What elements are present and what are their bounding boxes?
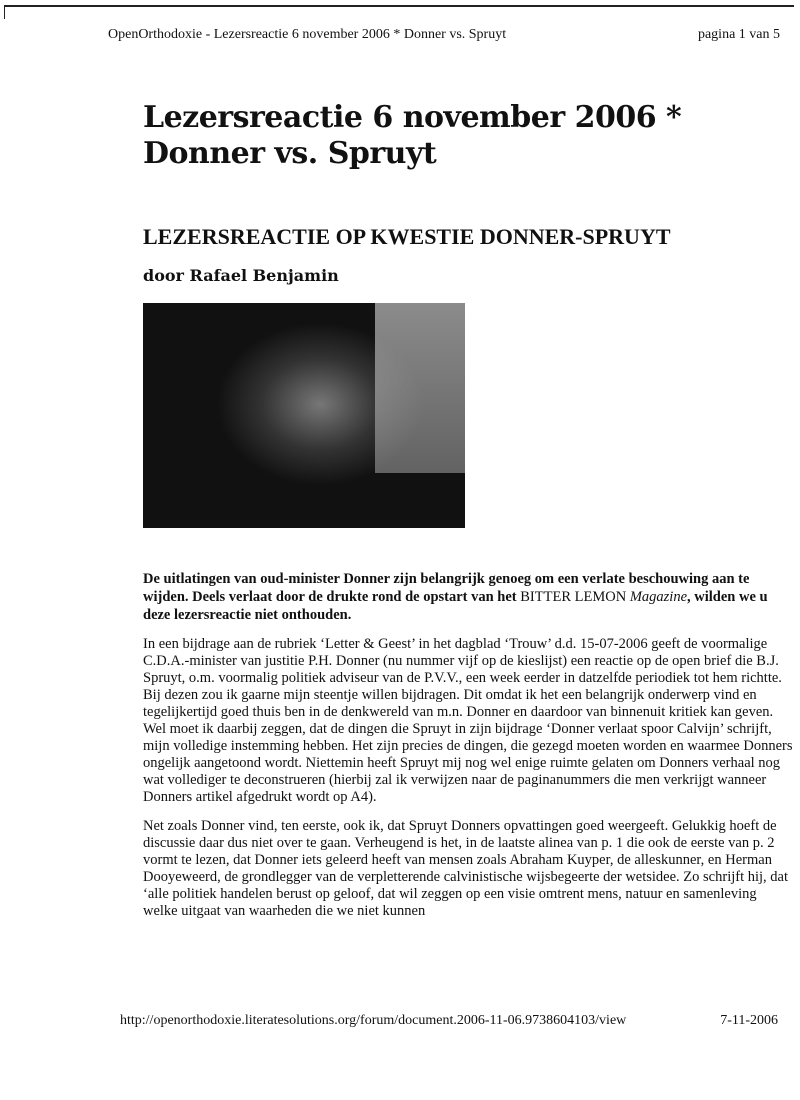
print-header-title: OpenOrthodoxie - Lezersreactie 6 november 2006 * Donner vs. Spruyt (108, 27, 507, 42)
scan-border-line (4, 5, 5, 19)
brand-magazine: Magazine (629, 589, 687, 605)
article-subtitle: LEZERSREACTIE OP KWESTIE DONNER-SPRUYT (143, 224, 671, 249)
author-photo (143, 303, 465, 528)
page-number: pagina 1 van 5 (697, 27, 780, 42)
footer-date: 7-11-2006 (720, 1013, 778, 1028)
lead-text: De uitlatingen van oud-minister Donner zijn belangrijk genoeg om een verlate beschouwing aan te wijden. Deels verlaat door de drukte rond de opstart van het (143, 571, 750, 605)
body-paragraph: Net zoals Donner vind, ten eerste, ook ik, dat Spruyt Donners opvattingen goed weergeeft. Gelukkig hoeft de discussie daar dus niet over te gaan. Verheugend is het, in de laatste alinea van p. 1 die ook de eerste van p. 2 vormt te lezen, dat Donner iets geleerd heeft van mensen zoals Abraham Kuyper, de alleskunner, en Herman Dooyeweerd, de grondlegger van de verpletterende calvinistische wijsbegeerte der wetsidee. Zo schrijft hij, dat ‘alle politiek handelen berust op geloof, dat wil zeggen op een visie omtrent mens, natuur en samenleving welke uitgaat van waarheden die we niet kunnen (143, 818, 789, 919)
lead-paragraph (143, 570, 793, 624)
article (143, 100, 793, 920)
scan-border-line (4, 5, 794, 7)
article-title: Lezersreactie 6 november 2006 * Donner vs. Spruyt (143, 100, 682, 171)
byline: door Rafael Benjamin (143, 266, 339, 285)
brand-name: BITTER LEMON (520, 589, 630, 605)
lead-text-end: , wilden we u deze lezersreactie niet onthouden. (143, 589, 768, 623)
body-paragraph: In een bijdrage aan de rubriek ‘Letter & Geest’ in het dagblad ‘Trouw’ d.d. 15-07-2006 geeft de voormalige C.D.A.-minister van justitie P.H. Donner (nu nummer vijf op de kieslijst) een reactie op de open brief die B.J. Spruyt, o.m. voormalig politiek adviseur van de P.V.V., een week eerder in datzelfde periodiek tot hem richtte. Bij dezen zou ik gaarne mijn steentje willen bijdragen. Dit omdat ik het een belangrijk onderwerp vind en tegelijkertijd goed thuis ben in de denkwereld van m.n. Donner en daardoor van binnenuit kritiek kan geven. Wel moet ik daarbij zeggen, dat de dingen die Spruyt in zijn bijdrage ‘Donner verlaat spoor Calvijn’ schrijft, mijn volledige instemming hebben. Het zijn precies de dingen, die gezegd moeten worden en waarmee Donners ongelijk aangetoond wordt. Niettemin heeft Spruyt mij nog wel enige ruimte gelaten om Donners verhaal nog wat vollediger te deconstrueren (hierbij zal ik verwijzen naar de paginanummers die men verkrijgt wanneer Donners artikel afgedrukt wordt op A4). (143, 636, 793, 805)
footer-url: http://openorthodoxie.literatesolutions.org/forum/document.2006-11-06.9738604103/view (120, 1013, 627, 1028)
